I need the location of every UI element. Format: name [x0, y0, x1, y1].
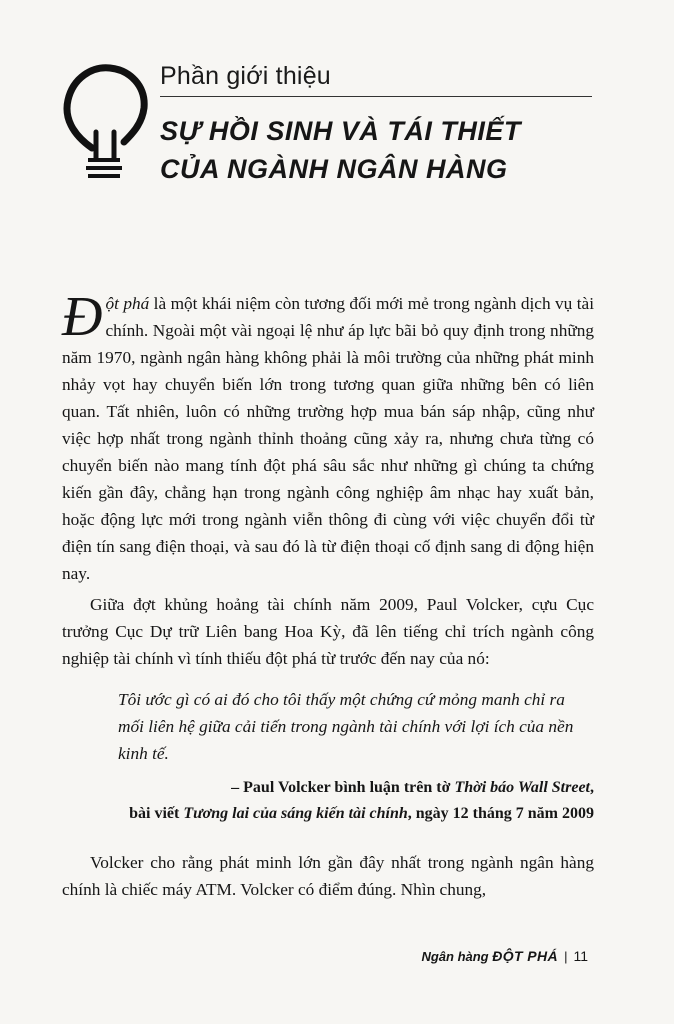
lightbulb-icon: [62, 62, 150, 187]
header-rule: [160, 96, 592, 97]
footer-book-prefix: Ngân hàng: [421, 949, 489, 964]
drop-cap: Đ: [62, 286, 103, 348]
attribution-text: – Paul Volcker bình luận trên tờ: [231, 779, 455, 796]
chapter-title: [160, 112, 521, 188]
attribution-article: Tương lai của sáng kiến tài chính: [183, 805, 408, 822]
block-quote: Tôi ước gì có ai đó cho tôi thấy một chứng cứ mỏng manh chỉ ra mối liên hệ giữa cải tiến trong ngành tài chính với lợi ích của nền kinh tế.: [118, 690, 574, 763]
paragraph-1: [62, 286, 595, 587]
paragraph-1-text: là một khái niệm còn tương đối mới mẻ trong ngành dịch vụ tài chính. Ngoài một vài ngoại lệ như áp lực bãi bỏ quy định trong những năm 1970, ngành ngân hàng không phải là môi trường của những phát minh nhảy vọt hay chuyển biến lớn trong tương quan giữa những bên có liên quan. Tất nhiên, luôn có những trường hợp mua bán sáp nhập, cũng như việc hợp nhất trong ngành thỉnh thoảng cũng xảy ra, nhưng chưa từng có chuyển biến nào mang tính đột phá sâu sắc như những gì chúng ta chứng kiến gần đây, chẳng hạn trong ngành công nghiệp âm nhạc hay xuất bản, hoặc động lực mới trong ngành viễn thông đi cùng với việc chuyển đổi từ điện tín sang điện thoại, và sau đó là từ điện thoại cố định sang di động hiện nay.: [62, 294, 595, 583]
attribution-punct: ,: [590, 779, 594, 796]
page-number: 11: [573, 948, 588, 964]
quote-attribution: [62, 775, 594, 827]
page-footer: [421, 948, 588, 964]
paragraph-2: Giữa đợt khủng hoảng tài chính năm 2009, Paul Volcker, cựu Cục trưởng Cục Dự trữ Liên bang Hoa Kỳ, đã lên tiếng chỉ trích ngành công nghiệp tài chính vì tính thiếu đột phá từ trước đến nay của nó:: [62, 595, 594, 668]
attribution-date: , ngày 12 tháng 7 năm 2009: [407, 805, 594, 822]
footer-separator: |: [564, 949, 568, 964]
body-text: [62, 286, 595, 903]
footer-book-brand: ĐỘT PHÁ: [492, 948, 559, 964]
chapter-title-line1: SỰ HỒI SINH VÀ TÁI THIẾT: [160, 116, 521, 146]
paragraph-3: Volcker cho rằng phát minh lớn gần đây nhất trong ngành ngân hàng chính là chiếc máy ATM. Volcker có điểm đúng. Nhìn chung,: [62, 853, 594, 899]
paragraph-1-lead: ột phá: [105, 294, 150, 313]
attribution-source: Thời báo Wall Street: [454, 779, 590, 796]
section-label: Phần giới thiệu: [160, 62, 331, 90]
chapter-title-line2: CỦA NGÀNH NGÂN HÀNG: [160, 154, 508, 184]
attribution-text-2: bài viết: [129, 805, 184, 822]
